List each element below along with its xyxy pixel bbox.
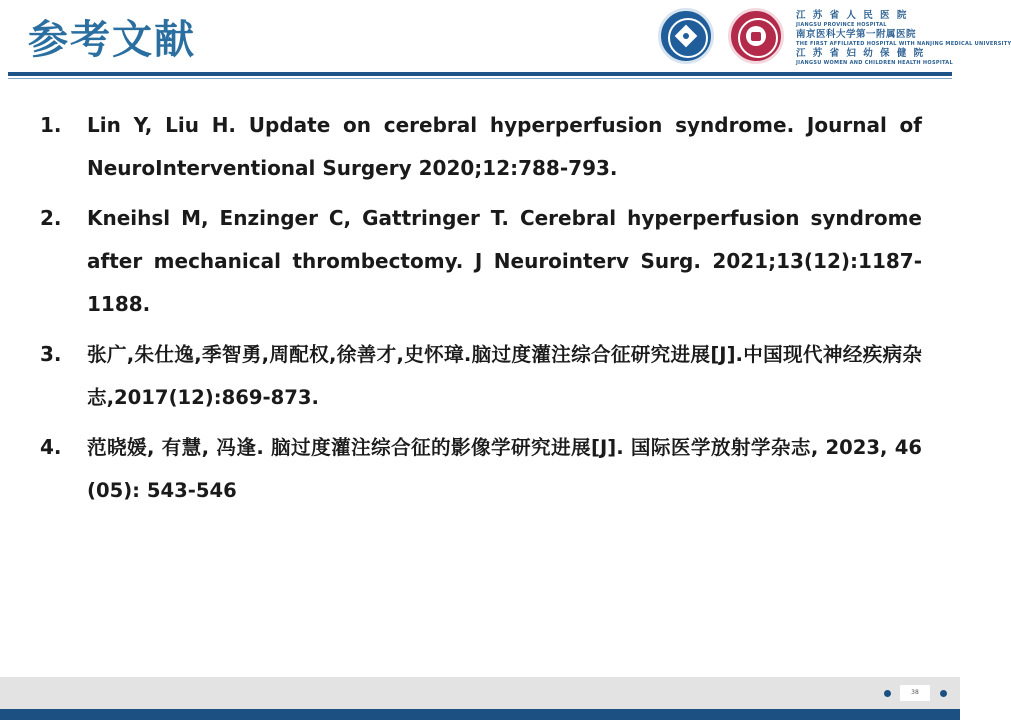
page-dot-icon bbox=[940, 690, 947, 697]
hospital-names bbox=[796, 10, 1011, 67]
page-number: 38 bbox=[900, 685, 930, 701]
reference-number: 3. bbox=[40, 342, 62, 366]
maternal-child-hospital-logo-icon bbox=[728, 8, 784, 64]
hospital-name-2-en: THE FIRST AFFILIATED HOSPITAL WITH NANJING MEDICAL UNIVERSITY bbox=[796, 41, 1011, 47]
hospital-name-2: 南京医科大学第一附属医院 bbox=[796, 29, 917, 40]
hospital-name-1-en: JIANGSU PROVINCE HOSPITAL bbox=[796, 22, 887, 28]
reference-list bbox=[40, 104, 922, 519]
hospital-name-3: 江 苏 省 妇 幼 保 健 院 bbox=[796, 48, 926, 59]
reference-text: 张广,朱仕逸,季智勇,周配权,徐善才,史怀璋.脑过度灌注综合征研究进展[J].中国现代神经疾病杂志,2017(12):869-873. bbox=[87, 343, 922, 409]
reference-number: 1. bbox=[40, 113, 62, 137]
page-dot-icon bbox=[884, 690, 891, 697]
reference-number: 2. bbox=[40, 206, 62, 230]
reference-text: Lin Y, Liu H. Update on cerebral hyperperfusion syndrome. Journal of NeuroInterventional Surgery 2020;12:788-793. bbox=[87, 113, 922, 180]
reference-item bbox=[40, 426, 922, 512]
hospital-name-3-en: JIANGSU WOMEN AND CHILDREN HEALTH HOSPITAL bbox=[796, 60, 953, 66]
reference-item bbox=[40, 197, 922, 326]
reference-item bbox=[40, 104, 922, 190]
hospital-logo-icon bbox=[658, 8, 714, 64]
slide-title: 参考文献 bbox=[28, 17, 196, 63]
header-divider bbox=[8, 72, 952, 76]
reference-text: 范晓媛, 有慧, 冯逢. 脑过度灌注综合征的影像学研究进展[J]. 国际医学放射学杂志, 2023, 46 (05): 543-546 bbox=[87, 436, 922, 502]
header-logos bbox=[658, 8, 1011, 68]
reference-text: Kneihsl M, Enzinger C, Gattringer T. Cerebral hyperperfusion syndrome after mechanical thrombectomy. J Neurointerv Surg. 2021;13(12):1187-1188. bbox=[87, 206, 922, 316]
header-divider-thin bbox=[8, 78, 952, 79]
reference-item bbox=[40, 333, 922, 419]
reference-number: 4. bbox=[40, 435, 62, 459]
footer-bar bbox=[0, 709, 960, 720]
hospital-name-1: 江 苏 省 人 民 医 院 bbox=[796, 10, 909, 21]
footer-band bbox=[0, 677, 960, 709]
